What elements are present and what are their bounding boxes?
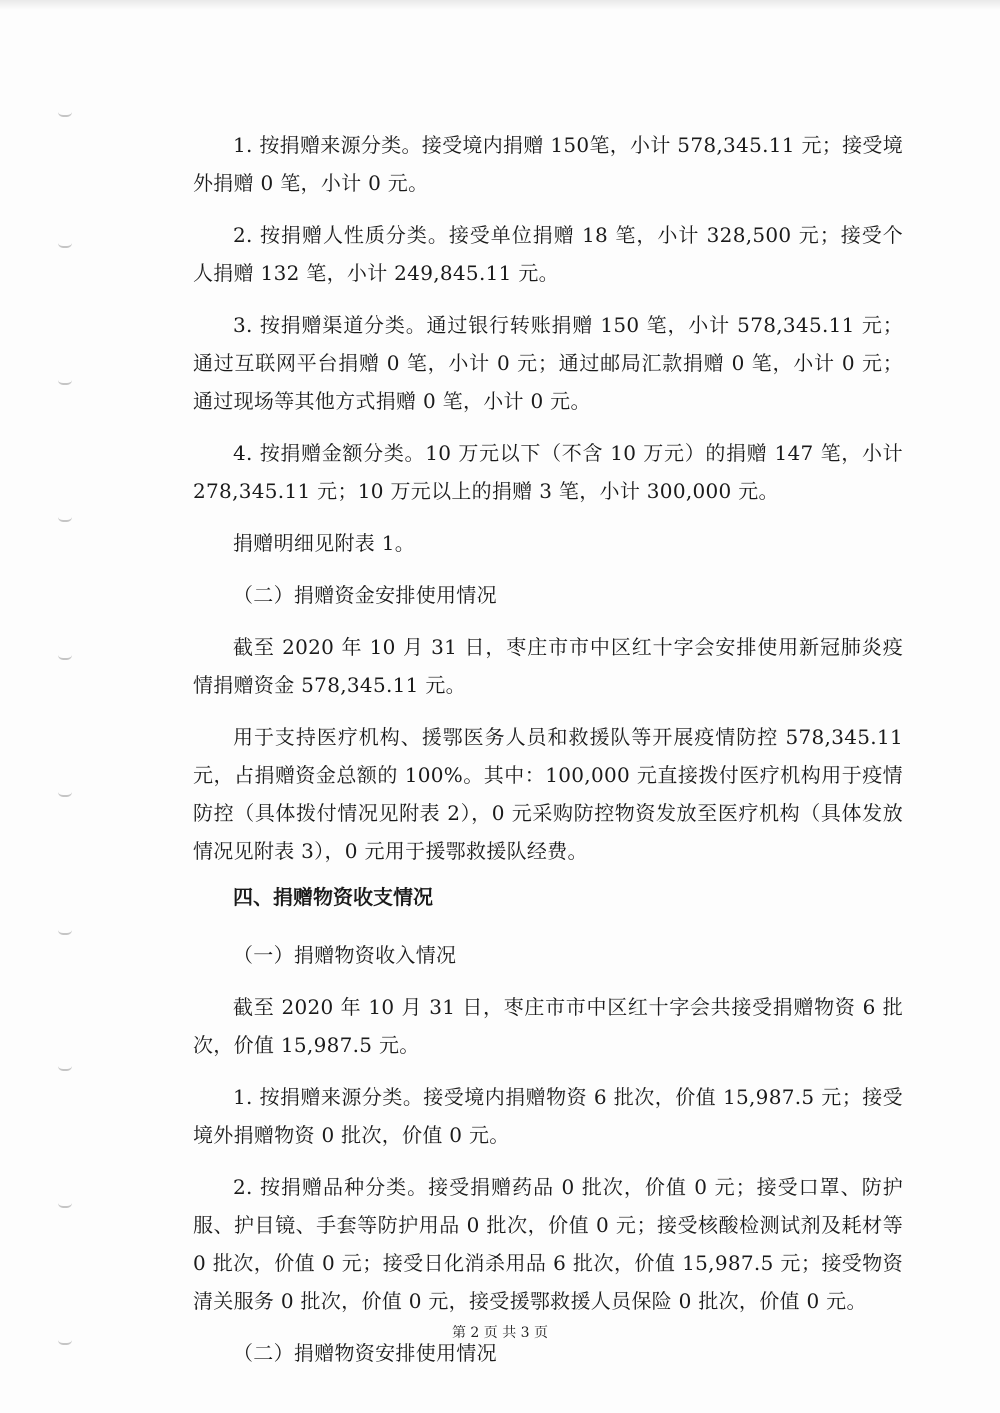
- paragraph: 截至 2020 年 10 月 31 日，枣庄市市中区红十字会共接受捐赠物资 6 批次，价值 15,987.5 元。: [193, 995, 903, 1057]
- binding-mark: [58, 380, 72, 385]
- section-heading: 四、捐赠物资收支情况: [233, 885, 433, 909]
- section-subheading: （二）捐赠物资安排使用情况: [233, 1341, 497, 1365]
- body-text: [193, 126, 903, 1372]
- section-subheading: （二）捐赠资金安排使用情况: [233, 583, 497, 607]
- paragraph: 2. 按捐赠人性质分类。接受单位捐赠 18 笔，小计 328,500 元；接受个人捐赠 132 笔，小计 249,845.11 元。: [193, 223, 903, 285]
- binding-mark: [58, 517, 72, 522]
- binding-mark: [58, 112, 72, 117]
- paragraph: 捐赠明细见附表 1。: [233, 531, 416, 555]
- binding-mark: [58, 1203, 72, 1208]
- page-number: 第 2 页 共 3 页: [451, 1325, 549, 1341]
- binding-mark: [58, 792, 72, 797]
- paragraph: 截至 2020 年 10 月 31 日，枣庄市市中区红十字会安排使用新冠肺炎疫情捐赠资金 578,345.11 元。: [193, 635, 903, 697]
- paragraph: 2. 按捐赠品种分类。接受捐赠药品 0 批次，价值 0 元；接受口罩、防护服、护目镜、手套等防护用品 0 批次，价值 0 元；接受核酸检测试剂及耗材等 0 批次，价值 0 元；接受日化消杀用品 6 批次，价值 15,987.5 元；接受物资清关服务 0 批次，价值 0 元，接受援鄂救援人员保险 0 批次，价值 0 元。: [193, 1175, 903, 1313]
- section-subheading: （一）捐赠物资收入情况: [233, 943, 457, 967]
- binding-mark: [58, 930, 72, 935]
- binding-mark: [58, 655, 72, 660]
- paragraph: 3. 按捐赠渠道分类。通过银行转账捐赠 150 笔，小计 578,345.11 元；通过互联网平台捐赠 0 笔，小计 0 元；通过邮局汇款捐赠 0 笔，小计 0 元；通过现场等其他方式捐赠 0 笔，小计 0 元。: [193, 313, 903, 413]
- binding-mark: [58, 1066, 72, 1071]
- paragraph: 1. 按捐赠来源分类。接受境内捐赠 150笔，小计 578,345.11 元；接受境外捐赠 0 笔，小计 0 元。: [193, 133, 903, 195]
- paragraph: 4. 按捐赠金额分类。10 万元以下（不含 10 万元）的捐赠 147 笔，小计 278,345.11 元；10 万元以上的捐赠 3 笔，小计 300,000 元。: [193, 441, 903, 503]
- scan-top-edge: [0, 0, 1000, 10]
- binding-mark: [58, 243, 72, 248]
- paragraph: 1. 按捐赠来源分类。接受境内捐赠物资 6 批次，价值 15,987.5 元；接受境外捐赠物资 0 批次，价值 0 元。: [193, 1085, 903, 1147]
- paragraph: 用于支持医疗机构、援鄂医务人员和救援队等开展疫情防控 578,345.11 元，占捐赠资金总额的 100%。其中：100,000 元直接拨付医疗机构用于疫情防控（具体拨付情况见附表 2），0 元采购防控物资发放至医疗机构（具体发放情况见附表 3），0 元用于援鄂救援队经费。: [193, 725, 903, 863]
